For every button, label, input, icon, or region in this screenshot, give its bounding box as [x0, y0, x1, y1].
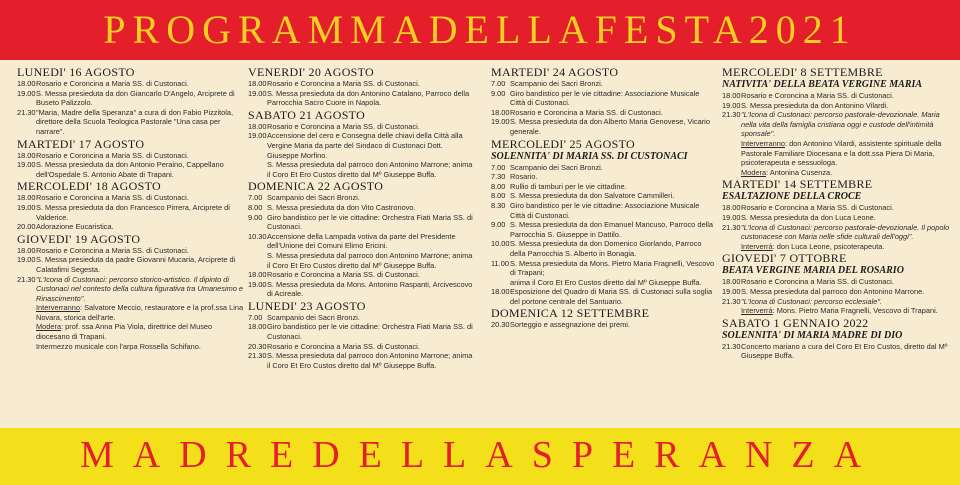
event-text [267, 193, 474, 203]
event-time: 10.30 [248, 231, 267, 241]
event-row [248, 232, 474, 251]
event-row [248, 351, 474, 370]
event-text [36, 203, 245, 222]
event-text [741, 203, 952, 213]
event-text [510, 259, 715, 278]
event-row [722, 342, 952, 361]
event-text [267, 313, 474, 323]
page-title: PROGRAMMADELLAFESTA2021 [103, 7, 857, 52]
event-label: Modera [741, 167, 767, 177]
event-description: Adorazione Eucaristica. [36, 222, 114, 232]
event-time: 18.00 [722, 203, 741, 213]
event-description: Accensione della Lampada votiva da parte del Presidente dell'Unione dei Comuni Elimo Ericini. [267, 231, 456, 251]
event-row [17, 203, 245, 222]
event-time: 19.00 [248, 279, 267, 289]
event-text [741, 168, 952, 178]
event-time: 9.00 [491, 220, 506, 230]
event-description: : prof. ssa Anna Pia Viola, direttrice del Museo diocesano di Trapani. [36, 322, 213, 342]
day-block [248, 108, 474, 180]
event-description: Giro bandistico per le vie cittadine: Associazione Musicale Città di Custonaci. [510, 200, 700, 220]
event-description: Rosario e Coroncina a Maria SS. di Custonaci. [741, 91, 894, 100]
event-text [36, 342, 245, 352]
day-block [491, 306, 715, 330]
column-3 [491, 65, 715, 330]
day-title: GIOVEDI' 7 OTTOBRE [722, 251, 847, 266]
event-row [491, 108, 715, 118]
event-label: Interverrà [741, 306, 773, 316]
event-description: S. Messa presieduta da don Antonino Catalano, Parroco della Parrocchia Sacro Cuore in Napola. [267, 88, 470, 108]
event-description: : Mons. Pietro Maria Fragnelli, Vescovo di Trapani. [772, 306, 938, 316]
event-description: "L'Icona di Custonaci: percorso pastorale-devozionale. Il popolo custonacese con Maria nelle sfide culturali dell'oggi". [741, 222, 950, 242]
day-block [722, 316, 952, 361]
event-row [491, 259, 715, 278]
event-row [17, 342, 245, 352]
event-time [491, 278, 510, 288]
day-title: DOMENICA 22 AGOSTO [248, 179, 384, 194]
event-description: S. Messa presieduta da don Giancarlo D'Angelo, Arciprete di Buseto Palizzolo. [36, 88, 235, 108]
event-time: 18.00 [248, 270, 267, 280]
event-time: 18.00 [491, 107, 510, 117]
day-block [491, 65, 715, 137]
day-block [248, 299, 474, 371]
event-description: S. Messa presieduta da don Francesco Pirrera, Arciprete di Valderice. [36, 202, 230, 222]
event-row [722, 213, 952, 223]
event-row [722, 306, 952, 316]
event-row [722, 203, 952, 213]
event-description: Rosario e Coroncina a Maria SS. di Custonaci. [267, 79, 420, 88]
event-time: 8.00 [248, 202, 263, 212]
day-title: LUNEDI' 23 AGOSTO [248, 298, 366, 313]
event-text [510, 172, 715, 182]
event-description: S. Messa presieduta da padre Giovanni Mucaria, Arciprete di Calatafimi Segesta. [36, 255, 236, 274]
event-time: 21.30 [17, 107, 36, 117]
event-text [741, 342, 952, 361]
event-time: 8.00 [491, 191, 506, 201]
event-text [510, 163, 715, 173]
event-text [510, 79, 715, 89]
day-subtitle: NATIVITA' DELLA BEATA VERGINE MARIA [722, 79, 923, 90]
day-subtitle: SOLENNITA' DI MARIA MADRE DI DIO [722, 329, 903, 341]
event-text [36, 160, 245, 179]
event-time: 7.00 [248, 193, 263, 203]
column-2 [248, 65, 474, 370]
event-description: Rosario e Coroncina a Maria SS. di Custonaci. [36, 245, 189, 255]
day-title: MARTEDI' 24 AGOSTO [491, 65, 619, 79]
event-row [248, 122, 474, 132]
event-time: 19.00 [17, 255, 36, 265]
event-text [36, 322, 245, 341]
event-row [722, 287, 952, 297]
event-row [248, 203, 474, 213]
day-title: MARTEDI' 14 SETTEMBRE [722, 177, 873, 192]
event-label: Interverranno [36, 303, 80, 313]
event-time: 21.30 [248, 351, 267, 361]
event-row [491, 287, 715, 306]
day-title: GIOVEDI' 19 AGOSTO [17, 231, 141, 246]
event-text [267, 251, 474, 270]
event-row [491, 220, 715, 239]
event-description: S. Messa presieduta da don Domenico Giorlando, Parroco della Parrocchia S. Alberto in Bonagia. [510, 239, 702, 258]
event-row [491, 278, 715, 288]
event-text [267, 270, 474, 280]
event-description: Rosario. [510, 172, 538, 182]
event-row [722, 242, 952, 252]
event-text [36, 255, 245, 274]
event-time: 20.30 [491, 320, 510, 330]
event-row [17, 275, 245, 304]
event-text [267, 232, 474, 251]
event-description: "L'Icona di Custonaci: percorso ecclesiale". [741, 296, 882, 306]
event-description: S. Messa presieduta dal parroco don Antonino Marrone; anima il Coro Et Ero Custos diretto dal Mº Giuseppe Buffa. [267, 351, 473, 370]
event-time: 19.00 [17, 202, 36, 212]
event-time [17, 303, 36, 322]
event-row [17, 151, 245, 161]
day-title: SABATO 1 GENNAIO 2022 [722, 315, 869, 330]
day-block [17, 179, 245, 231]
event-row [17, 79, 245, 89]
footer-title: MADREDELLASPERANZA [79, 434, 881, 476]
event-row [491, 239, 715, 258]
event-text [267, 160, 474, 179]
event-text [267, 342, 474, 352]
event-text [510, 117, 715, 136]
column-4 [722, 65, 952, 361]
event-text [510, 220, 715, 239]
event-time: 8.30 [491, 200, 506, 210]
event-text [510, 89, 715, 108]
event-description: Intermezzo musicale con l'arpa Rossella Schifano. [36, 341, 201, 351]
event-row [248, 213, 474, 232]
event-row [17, 89, 245, 108]
event-time: 21.30 [722, 296, 741, 306]
event-row [17, 108, 245, 137]
event-row [722, 277, 952, 287]
event-text [267, 203, 474, 213]
column-1 [17, 65, 245, 351]
event-time: 7.00 [491, 162, 506, 172]
event-row [491, 89, 715, 108]
event-time [17, 342, 36, 352]
day-block [722, 251, 952, 315]
event-description: : don Antonino Vilardi, assistente spirituale della Pastorale Familiare Diocesana e la dott.ssa Piera Di Maria, psicoterapeuta e sessuologa. [741, 138, 942, 168]
event-description: S. Messa presieduta da don Emanuel Mancuso, Parroco della Parrocchia S. Giuseppe in Dattilo. [510, 220, 713, 239]
event-time: 18.00 [17, 245, 36, 255]
event-description: Giro bandistico per le vie cittadine: Orchestra Fiati Maria SS. di Custonaci. [267, 212, 473, 232]
event-text [741, 91, 952, 101]
event-time: 9.00 [491, 88, 506, 98]
event-description: Scampanio dei Sacri Bronzi. [267, 193, 360, 203]
event-time [722, 139, 741, 168]
event-row [248, 79, 474, 89]
event-description: S. Messa presieduta dal parroco don Antonino Marrone; anima il Coro Et Ero Custos diretto dal Mº Giuseppe Buffa. [267, 250, 473, 270]
day-title: LUNEDI' 16 AGOSTO [17, 65, 135, 79]
event-row [722, 168, 952, 178]
event-time: 19.00 [722, 212, 741, 222]
day-block [17, 137, 245, 180]
event-text [36, 222, 245, 232]
event-time: 11.00 [491, 258, 509, 268]
event-time: 19.00 [722, 100, 741, 110]
event-text [36, 246, 245, 256]
event-description: Sorteggio e assegnazione dei premi. [510, 320, 630, 330]
event-text [510, 108, 715, 118]
event-row [17, 322, 245, 341]
event-time: 7.00 [248, 312, 263, 322]
day-subtitle: SOLENNITA' DI MARIA SS. DI CUSTONACI [491, 150, 688, 162]
event-row [17, 193, 245, 203]
event-text [36, 151, 245, 161]
day-title: MERCOLEDI' 8 SETTEMBRE [722, 65, 883, 79]
event-time: 21.30 [17, 274, 36, 284]
event-text [510, 278, 715, 288]
event-time: 19.00 [248, 131, 267, 141]
event-description: Scampanio dei Sacri Bronzi. [267, 312, 360, 322]
event-time: 21.30 [722, 341, 741, 351]
event-description: Rosario e Coroncina a Maria SS. di Custonaci. [741, 203, 894, 213]
event-text [267, 351, 474, 370]
event-text [741, 101, 952, 111]
day-block [722, 177, 952, 251]
event-time: 20.00 [17, 222, 36, 232]
event-description: Rosario e Coroncina a Maria SS. di Custonaci. [267, 270, 420, 280]
event-description: : Salvatore Meccio, restauratore e la prof.ssa Lina Novara, storica dell'arte. [36, 303, 244, 322]
event-time: 19.00 [17, 160, 36, 170]
event-description: Rullio di tamburi per le vie cittadine. [510, 181, 627, 191]
day-block [17, 65, 245, 137]
event-row [722, 101, 952, 111]
event-time: 18.00 [17, 150, 36, 160]
event-description: S. Messa presieduta da don Antonino Vilardi. [741, 100, 889, 110]
event-text [741, 110, 952, 139]
event-text [36, 275, 245, 304]
event-time: 18.00 [491, 287, 510, 297]
event-description: S. Messa presieduta da don Luca Leone. [741, 212, 876, 222]
event-description: "L'Icona di Custonaci: percorso storico-artistico. Il dipinto di Custonaci nel contesto della cultura figurativa tra Umanesimo e Rinascimento". [36, 274, 244, 303]
event-row [17, 160, 245, 179]
event-time: 7.30 [491, 172, 506, 182]
event-row [248, 313, 474, 323]
event-text [510, 182, 715, 192]
event-text [267, 131, 474, 160]
event-text [510, 320, 715, 330]
event-text [267, 280, 474, 299]
event-time: 18.00 [248, 121, 267, 131]
event-text [510, 287, 715, 306]
event-text [741, 287, 952, 297]
event-description: S. Messa presieduta da don Antonio Peraino, Cappellano dell'Ospedale S. Antonio Abate di Trapani. [36, 160, 224, 179]
event-text [741, 223, 952, 242]
event-row [248, 131, 474, 160]
event-description: S. Messa presieduta da don Salvatore Cammilleri. [510, 191, 675, 201]
event-text [741, 139, 952, 168]
event-row [248, 270, 474, 280]
event-description: Concerto mariano a cura del Coro Et Ero Custos, diretto dal Mº Giuseppe Buffa. [741, 341, 948, 361]
event-text [267, 322, 474, 341]
event-time: 19.00 [17, 88, 36, 98]
event-row [722, 297, 952, 307]
event-row [248, 193, 474, 203]
event-time: 10.00 [491, 239, 510, 249]
event-row [491, 201, 715, 220]
event-row [491, 79, 715, 89]
event-row [491, 191, 715, 201]
event-time: 21.30 [722, 222, 741, 232]
event-text [267, 213, 474, 232]
event-text [741, 213, 952, 223]
event-description: S. Messa presieduta dal parroco don Antonino Marrone. [741, 286, 925, 296]
event-description: Rosario e Coroncina a Maria SS. di Custonaci. [267, 121, 420, 131]
event-row [491, 117, 715, 136]
event-description: anima il Coro Et Ero Custos diretto dal Mº Giuseppe Buffa. [510, 277, 702, 287]
event-description: Giro bandistico per le vie cittadine: Associazione Musicale Città di Custonaci. [510, 88, 700, 108]
event-text [741, 242, 952, 252]
event-row [248, 160, 474, 179]
event-text [510, 239, 715, 258]
day-block [722, 65, 952, 177]
event-description: Esposizione del Quadro di Maria SS. di Custonaci sulla soglia del portone centrale del Santuario. [510, 287, 713, 306]
event-text [36, 89, 245, 108]
event-description: S. Messa presieduta da Mons. Antonino Raspanti, Arcivescovo di Acireale. [267, 279, 473, 299]
event-description: Scampanio dei Sacri Bronzi. [510, 79, 603, 88]
event-description: Giro bandistico per le vie cittadine: Orchestra Fiati Maria SS. di Custonaci. [267, 322, 473, 342]
event-time: 18.00 [17, 79, 36, 88]
event-description: Rosario e Coroncina a Maria SS. di Custonaci. [510, 107, 663, 117]
event-text [36, 303, 245, 322]
event-row [17, 222, 245, 232]
day-title: VENERDI' 20 AGOSTO [248, 65, 375, 79]
event-text [741, 306, 952, 316]
day-block [17, 232, 245, 352]
event-description: S. Messa presieduta da don Alberto Maria Genovese, Vicario generale. [510, 117, 710, 136]
event-row [722, 139, 952, 168]
event-description: Accensione del cero e Consegna delle chiavi della Città alla Vergine Maria da parte del Sindaco di Custonaci Dott. Giuseppe Morfino. [267, 131, 463, 160]
event-description: Rosario e Coroncina a Maria SS. di Custonaci. [36, 150, 189, 160]
event-time: 18.00 [248, 322, 267, 332]
event-description: Scampanio dei Sacri Bronzi. [510, 162, 603, 172]
event-description: S. Messa presieduta dal parroco don Antonino Marrone; anima il Coro Et Ero Custos diretto dal Mº Giuseppe Buffa. [267, 160, 473, 179]
event-time: 8.00 [491, 181, 506, 191]
event-description: : Antonina Cusenza. [766, 167, 833, 177]
event-row [248, 280, 474, 299]
event-description: Rosario e Coroncina a Maria SS. di Custonaci. [741, 277, 894, 287]
day-block [248, 65, 474, 108]
event-label: Interverrà [741, 241, 773, 251]
event-row [17, 303, 245, 322]
event-time: 21.30 [722, 110, 741, 120]
event-label: Modera [36, 322, 62, 332]
event-time: 20.30 [248, 341, 267, 351]
event-row [17, 246, 245, 256]
day-title: SABATO 21 AGOSTO [248, 107, 366, 122]
day-subtitle: BEATA VERGINE MARIA DEL ROSARIO [722, 265, 904, 277]
day-title: MARTEDI' 17 AGOSTO [17, 136, 145, 151]
event-row [491, 320, 715, 330]
event-text [267, 89, 474, 108]
event-time: 7.00 [491, 79, 506, 88]
event-time [248, 160, 267, 179]
event-time: 9.00 [248, 212, 263, 222]
event-row [722, 91, 952, 101]
event-row [491, 172, 715, 182]
event-text [267, 79, 474, 89]
event-time [722, 306, 741, 316]
event-description: S. Messa presieduta da don Vito Castronovo. [267, 202, 416, 212]
event-row [248, 322, 474, 341]
day-title: MERCOLEDI' 18 AGOSTO [17, 179, 161, 194]
event-label: Interverranno [741, 138, 785, 148]
event-row [248, 251, 474, 270]
event-row [248, 342, 474, 352]
event-time: 18.00 [248, 79, 267, 88]
day-subtitle: ESALTAZIONE DELLA CROCE [722, 191, 862, 203]
event-row [722, 223, 952, 242]
event-text [36, 108, 245, 137]
day-title: MERCOLEDI' 25 AGOSTO [491, 136, 635, 151]
event-time [722, 242, 741, 252]
event-description: "Maria, Madre della Speranza" a cura di don Fabio Pizzitola, direttore della Scuola Teologica Pastorale "Una casa per narrare". [36, 107, 234, 136]
event-time: 19.00 [491, 117, 510, 127]
event-time: 19.00 [248, 88, 267, 98]
day-title: DOMENICA 12 SETTEMBRE [491, 306, 650, 321]
event-time: 18.00 [17, 193, 36, 203]
event-description: "L'Icona di Custonaci: percorso pastorale-devozionale. Maria nella vita della famiglia cristiana oggi e custode dell'intimità sponsale". [741, 110, 940, 139]
event-row [248, 89, 474, 108]
event-description: Rosario e Coroncina a Maria SS. di Custonaci. [36, 79, 189, 88]
event-time: 18.00 [722, 91, 741, 100]
event-description: Rosario e Coroncina a Maria SS. di Custonaci. [36, 193, 189, 203]
event-text [36, 79, 245, 89]
event-description: S. Messa presieduta da Mons. Pietro Maria Fragnelli, Vescovo di Trapani; [510, 258, 715, 278]
event-row [722, 110, 952, 139]
event-description: Rosario e Coroncina a Maria SS. di Custonaci. [267, 341, 420, 351]
event-text [741, 297, 952, 307]
event-description: : don Luca Leone, psicoterapeuta. [772, 241, 885, 251]
event-time [722, 168, 741, 178]
event-row [491, 182, 715, 192]
event-time [17, 322, 36, 341]
event-row [17, 255, 245, 274]
event-row [491, 163, 715, 173]
event-time: 19.00 [722, 286, 741, 296]
event-time [248, 251, 267, 270]
event-text [741, 277, 952, 287]
event-text [510, 191, 715, 201]
event-text [36, 193, 245, 203]
event-text [510, 201, 715, 220]
event-time: 18.00 [722, 277, 741, 287]
day-block [491, 137, 715, 307]
event-text [267, 122, 474, 132]
day-block [248, 179, 474, 299]
